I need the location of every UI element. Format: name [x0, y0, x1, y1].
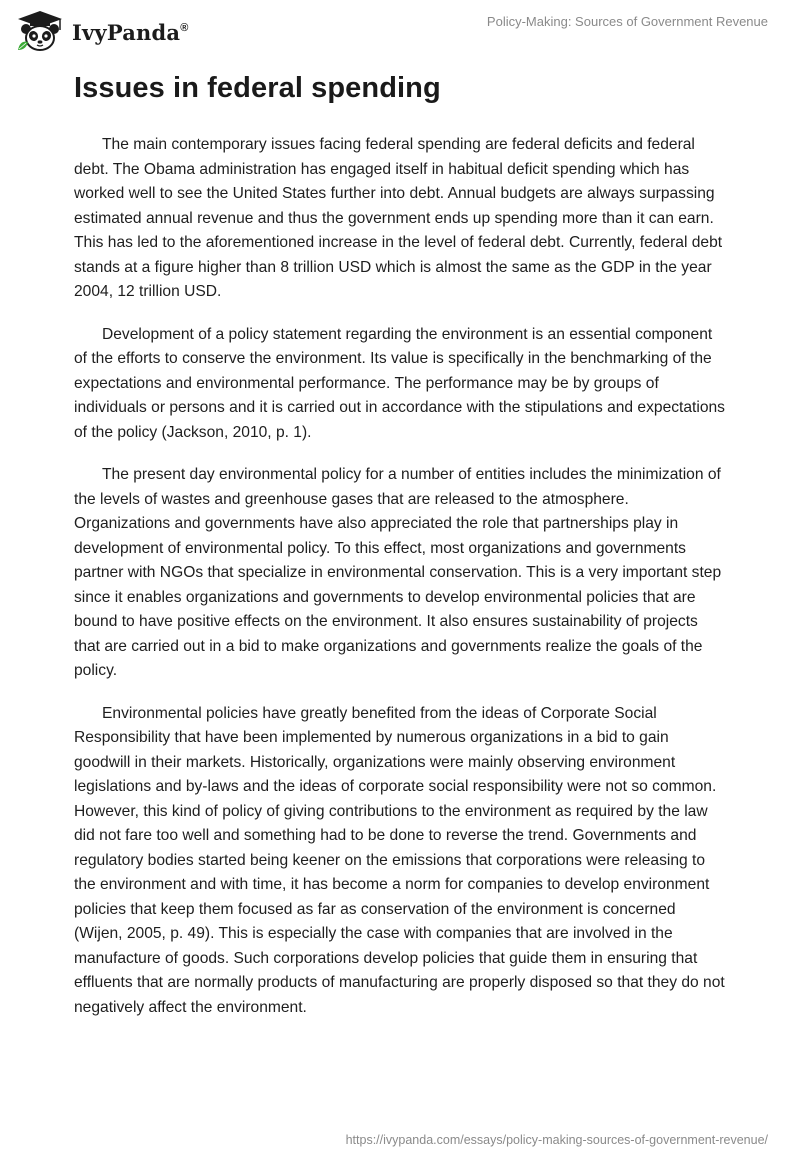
source-url[interactable]: https://ivypanda.com/essays/policy-making-sources-of-government-revenue/: [345, 1133, 768, 1147]
paragraph: Development of a policy statement regarding the environment is an essential component of the efforts to conserve the environment. Its value is specifically in the benchmarking of the expectations and environmental performance. The performance may be by groups of individuals or persons and it is carried out in accordance with the stipulations and expectations of the policy (Jackson, 2010, p. 1).: [74, 325, 725, 441]
document-title: Policy-Making: Sources of Government Revenue: [486, 14, 768, 29]
section-heading: Issues in federal spending: [74, 72, 441, 104]
page-header: [0, 0, 800, 64]
paragraph: The present day environmental policy for a number of entities includes the minimization of the levels of wastes and greenhouse gases that are released to the atmosphere. Organizations and governments have also appreciated the role that partnerships play in development of environmental policy. To this effect, most organizations and governments partner with NGOs that specialize in environmental conservation. This is a very important step since it enables organizations and governments to develop environmental policies that are bound to have positive effects on the environment. It also ensures sustainability of projects that are carried out in a bid to make organizations and governments realize the goals of the policy.: [74, 466, 722, 679]
registered-mark: ®: [180, 21, 189, 34]
paragraph: The main contemporary issues facing federal spending are federal deficits and federal debt. The Obama administration has engaged itself in habitual deficit spending which has worked well to see the United States further into debt. Annual budgets are always surpassing estimated annual revenue and thus the government ends up spending more than it can earn. This has led to the aforementioned increase in the level of federal debt. Currently, federal debt stands at a figure higher than 8 trillion USD which is almost the same as the GDP in the year 2004, 12 trillion USD.: [74, 136, 723, 300]
brand-name: IvyPanda®: [72, 19, 189, 45]
article-body: [74, 133, 726, 1038]
panda-graduate-icon: [16, 10, 64, 54]
paragraph: Environmental policies have greatly benefited from the ideas of Corporate Social Responsibility that have been implemented by numerous organizations in a bid to gain goodwill in their markets. Historically, organizations were mainly observing environment legislations and by-laws and the ideas of corporate social responsibility were not so common. However, this kind of policy of giving contributions to the environment as required by the law did not fare too well and something had to be done to reverse the trend. Governments and regulatory bodies started being keener on the emissions that corporations were releasing to the environment and with time, it has become a norm for companies to develop environment policies that keep them focused as far as conservation of the environment is concerned (Wijen, 2005, p. 49). This is especially the case with companies that are involved in the manufacture of goods. Such corporations develop policies that guide them in ensuring that effluents that are normally products of manufacturing are properly disposed so that they do not negatively affect the environment.: [74, 704, 725, 1016]
ivypanda-logo[interactable]: [16, 10, 189, 54]
